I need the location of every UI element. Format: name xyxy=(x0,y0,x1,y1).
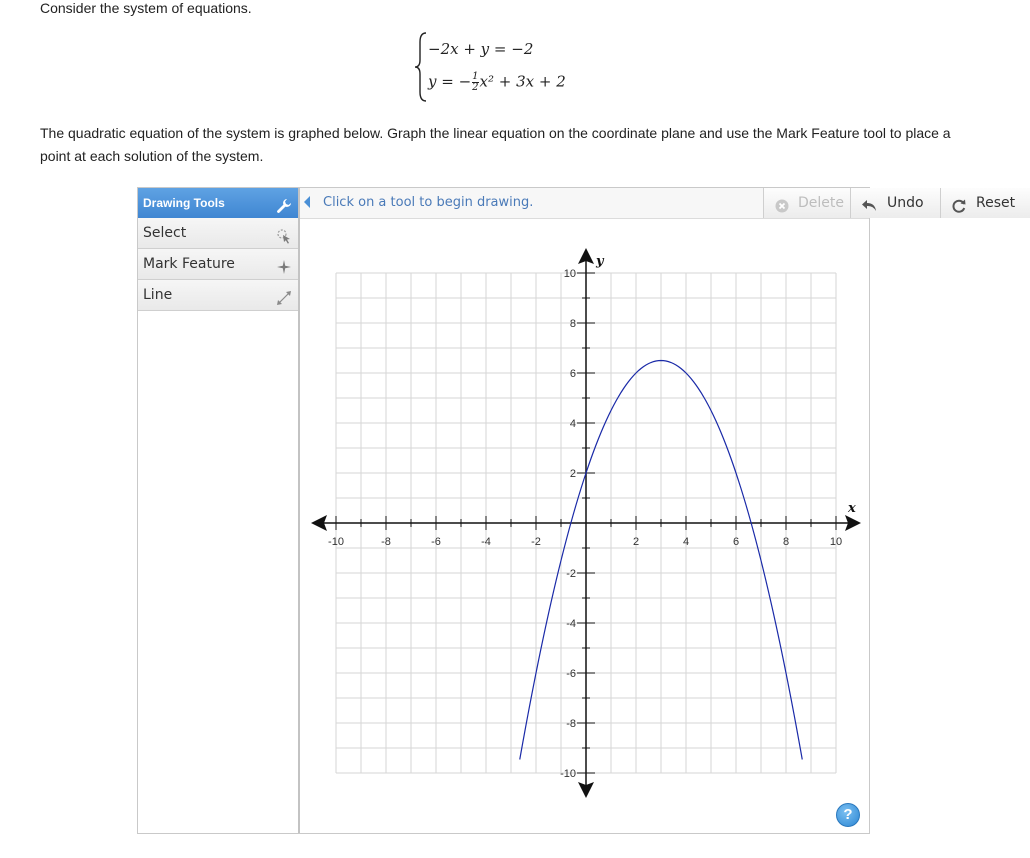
intro-text: Consider the system of equations. xyxy=(40,0,252,16)
tool-select-label: Select xyxy=(143,225,187,241)
drawing-tools-sidebar xyxy=(138,188,300,833)
x-tick-label: -10 xyxy=(328,536,344,548)
y-tick-label: 2 xyxy=(569,468,576,480)
drawing-tools-title: Drawing Tools xyxy=(143,196,225,210)
reset-label: Reset xyxy=(976,195,1016,211)
y-tick-label: 10 xyxy=(563,268,576,280)
y-tick-label: 8 xyxy=(569,318,576,330)
x-tick-label: 4 xyxy=(682,536,690,548)
equation-system xyxy=(412,30,632,105)
undo-icon xyxy=(861,195,879,225)
y-tick-label: -6 xyxy=(566,668,576,680)
y-tick-label: -10 xyxy=(560,768,576,780)
delete-icon xyxy=(774,195,790,225)
reset-button[interactable] xyxy=(940,188,1030,218)
y-tick-label: 4 xyxy=(569,418,576,430)
delete-button[interactable] xyxy=(763,188,850,218)
x-tick-label: 8 xyxy=(782,536,790,548)
y-tick-label: -8 xyxy=(566,718,576,730)
y-tick-label: 6 xyxy=(569,368,576,380)
reset-icon xyxy=(951,195,967,225)
diagonal-arrows-icon xyxy=(276,287,292,317)
fraction-numerator: 1 xyxy=(472,71,479,82)
delete-label: Delete xyxy=(798,195,844,211)
y-axis-label: y xyxy=(596,254,604,269)
x-tick-label: -8 xyxy=(381,536,391,548)
x-tick-label: -2 xyxy=(531,536,541,548)
tool-select[interactable] xyxy=(138,218,298,249)
y-tick-label: -2 xyxy=(566,568,576,580)
x-axis-label: x xyxy=(848,501,856,516)
equation-quadratic xyxy=(428,72,566,93)
x-tick-label: -6 xyxy=(431,536,441,548)
x-tick-label: 6 xyxy=(732,536,740,548)
x-tick-label: -4 xyxy=(481,536,491,548)
fraction-denominator: 2 xyxy=(472,82,479,93)
equation-linear: −2x + y = −2 xyxy=(428,40,534,58)
collapse-sidebar-arrow-icon[interactable] xyxy=(304,196,310,208)
instructions-text: The quadratic equation of the system is graphed below. Graph the linear equation on the coordinate plane and use the Mark Feature tool to place a point at each solution of the system. xyxy=(40,125,951,164)
tool-line-label: Line xyxy=(143,287,173,303)
y-tick-label: -4 xyxy=(566,618,576,630)
undo-button[interactable] xyxy=(850,188,940,218)
tool-mark-feature-label: Mark Feature xyxy=(143,256,235,272)
hint-text: Click on a tool to begin drawing. xyxy=(323,195,534,210)
undo-label: Undo xyxy=(887,195,924,211)
tool-line[interactable] xyxy=(138,280,298,311)
x-tick-label: 2 xyxy=(632,536,640,548)
equation-quadratic-suffix: x² + 3x + 2 xyxy=(479,72,566,91)
tool-mark-feature[interactable] xyxy=(138,249,298,280)
coordinate-plane[interactable] xyxy=(300,243,870,803)
x-tick-label: 10 xyxy=(829,536,843,548)
fraction xyxy=(472,72,478,93)
drawing-tools-header xyxy=(138,188,298,218)
equation-quadratic-prefix: y = − xyxy=(428,72,472,91)
help-button[interactable]: ? xyxy=(836,803,860,827)
